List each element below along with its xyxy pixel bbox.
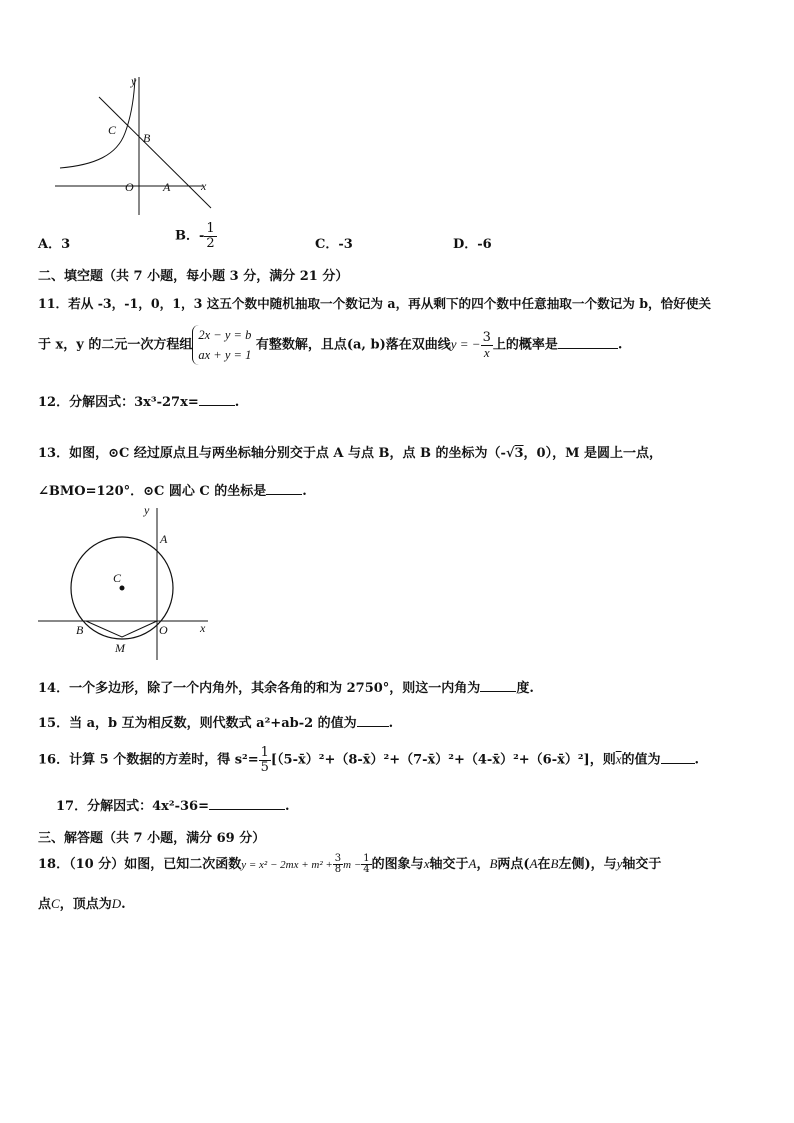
label-x: x — [200, 621, 206, 635]
label-m: M — [115, 641, 125, 655]
q12-answer-blank[interactable] — [199, 394, 235, 406]
q15-answer-blank[interactable] — [357, 715, 389, 727]
label-c: C — [113, 571, 122, 585]
choice-d: D．-6 — [453, 237, 492, 252]
choice-a: A．3 — [38, 237, 71, 252]
chord-bmo — [86, 621, 157, 637]
label-o: O — [125, 180, 134, 194]
q16-answer-blank[interactable] — [661, 752, 695, 764]
q12: 12．分解因式：3x³-27x= . — [38, 395, 240, 410]
q11-line2: 于 x，y 的二元一次方程组 2x − y = b ax + y = 1 有整数解，且点(a, b)落在双曲线y = − $\frac{3}{x}$ 上的概率是 . — [38, 325, 622, 365]
q13-line2: ∠BMO=120°．⊙C 圆心 C 的坐标是 . — [38, 484, 307, 499]
label-a: A — [163, 180, 171, 194]
choice-c: C．-3 — [315, 237, 353, 252]
label-o: O — [159, 623, 168, 637]
label-x: x — [201, 179, 207, 193]
q13-figure — [36, 500, 216, 665]
equation-system: 2x − y = b ax + y = 1 — [192, 325, 251, 365]
label-y: y — [144, 503, 150, 517]
sqrt-symbol: √ — [505, 446, 515, 461]
curve-fraction: $\frac{3}{x}$ — [482, 329, 491, 360]
q11-answer-blank[interactable] — [558, 337, 618, 349]
label-b: B — [143, 131, 151, 145]
q13-answer-blank[interactable] — [266, 483, 302, 495]
q13-line1: 13．如图，⊙C 经过原点且与两坐标轴分别交于点 A 与点 B，点 B 的坐标为（-√3，0），M 是圆上一点， — [38, 446, 663, 461]
variance-fraction: $\frac{1}{5}$ — [260, 745, 269, 775]
q18-line1: 18．（10 分）如图，已知二次函数y = x² − 2mx + m² + $\frac{3}{8}$ m − $\frac{1}{4}$ 的图象与x轴交于A，B两点(A在B左侧)，与y轴交于 — [38, 852, 662, 875]
label-b: B — [76, 623, 84, 637]
q11-line1: 11．若从 -3，-1，0，1，3 这五个数中随机抽取一个数记为 a，再从剩下的四个数中任意抽取一个数记为 b，恰好使关 — [38, 296, 712, 311]
q10-figure — [55, 75, 220, 220]
q15: 15．当 a，b 互为相反数，则代数式 a²+ab-2 的值为 . — [38, 716, 394, 731]
section3-title: 三、解答题（共 7 小题，满分 69 分） — [38, 831, 266, 846]
center-point — [120, 586, 125, 591]
q18-line2: 点C，顶点为D. — [38, 896, 126, 912]
label-a: A — [160, 532, 168, 546]
q17-answer-blank[interactable] — [209, 798, 285, 810]
label-y: y — [131, 75, 137, 88]
q14: 14．一个多边形，除了一个内角外，其余各角的和为 2750°，则这一内角为 度. — [38, 681, 534, 696]
hyperbola-curve — [60, 78, 135, 168]
section2-title: 二、填空题（共 7 小题，每小题 3 分，满分 21 分） — [38, 269, 349, 284]
q17: 17．分解因式：4x²-36= . — [56, 799, 290, 814]
label-c: C — [108, 123, 117, 137]
fraction-one-half: $\frac{1}{2}$ — [206, 221, 215, 251]
q14-answer-blank[interactable] — [480, 680, 516, 692]
line-ab — [99, 97, 211, 208]
q16: 16．计算 5 个数据的方差时，得 s²= $\frac{1}{5}$ [（5-x̄）²+（8-x̄）²+（7-x̄）²+（4-x̄）²+（6-x̄）²]，则$\overline{x}$的值为 . — [38, 745, 700, 775]
choice-b: B．- $\frac{1}{2}$ — [175, 221, 215, 251]
